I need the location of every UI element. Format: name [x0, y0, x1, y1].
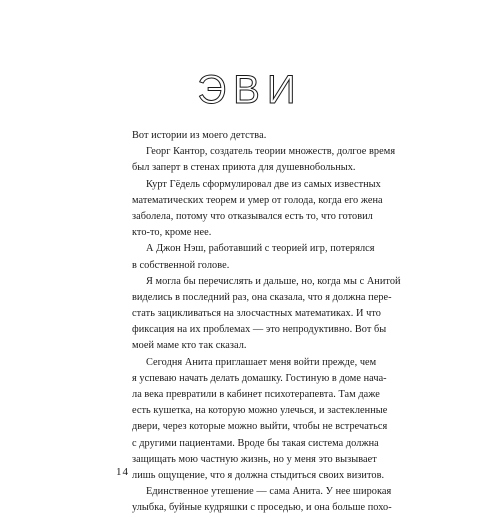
- text-line: Курт Гёдель сформулировал две из самых известных: [146, 178, 381, 190]
- text-line: есть кушетка, на которую можно улечься, и застекленные: [132, 405, 388, 417]
- text-line: в собственной голове.: [132, 259, 230, 271]
- text-line: улыбка, буйные кудряшки с проседью, и она больше похо-: [132, 502, 392, 514]
- text-line: Вот истории из моего детства.: [132, 130, 267, 141]
- text-line: Я могла бы перечислять и дальше, но, когда мы с Анитой: [146, 275, 401, 287]
- text-line: виделись в последний раз, она сказала, что я должна пере-: [132, 291, 392, 303]
- chapter-title: ЭВИ: [197, 68, 303, 112]
- text-line: Единственное утешение — сама Анита. У нее широкая: [146, 486, 392, 498]
- text-line: лишь ощущение, что я должна стыдиться своих визитов.: [132, 469, 385, 481]
- body-text: [132, 128, 401, 517]
- text-line: Георг Кантор, создатель теории множеств, долгое время: [146, 146, 396, 158]
- text-line: ла века превратили в кабинет психотерапевта. Там даже: [132, 389, 380, 400]
- text-line: с другими пациентами. Вроде бы такая система должна: [132, 437, 379, 449]
- text-line: стать зацикливаться на злосчастных математиках. И что: [132, 308, 381, 320]
- text-line: заболела, потому что отказывался есть то, что готовил: [132, 210, 373, 222]
- text-line: Сегодня Анита приглашает меня войти прежде, чем: [146, 356, 377, 368]
- page-number: 14: [116, 466, 129, 478]
- text-line: кто-то, кроме нее.: [132, 227, 212, 239]
- text-line: А Джон Нэш, работавший с теорией игр, потерялся: [146, 243, 375, 255]
- text-line: двери, через которые можно выйти, чтобы не встречаться: [132, 421, 388, 433]
- text-line: математических теорем и умер от голода, когда его жена: [132, 194, 383, 206]
- text-line: был заперт в стенах приюта для душевнобольных.: [132, 162, 356, 174]
- text-line: защищать мою частную жизнь, но у меня это вызывает: [132, 453, 377, 465]
- text-line: моей маме кто так сказал.: [132, 340, 247, 352]
- text-line: фиксация на их проблемах — это непродуктивно. Вот бы: [132, 324, 387, 336]
- text-line: я успеваю начать делать домашку. Гостиную в доме нача-: [132, 372, 387, 384]
